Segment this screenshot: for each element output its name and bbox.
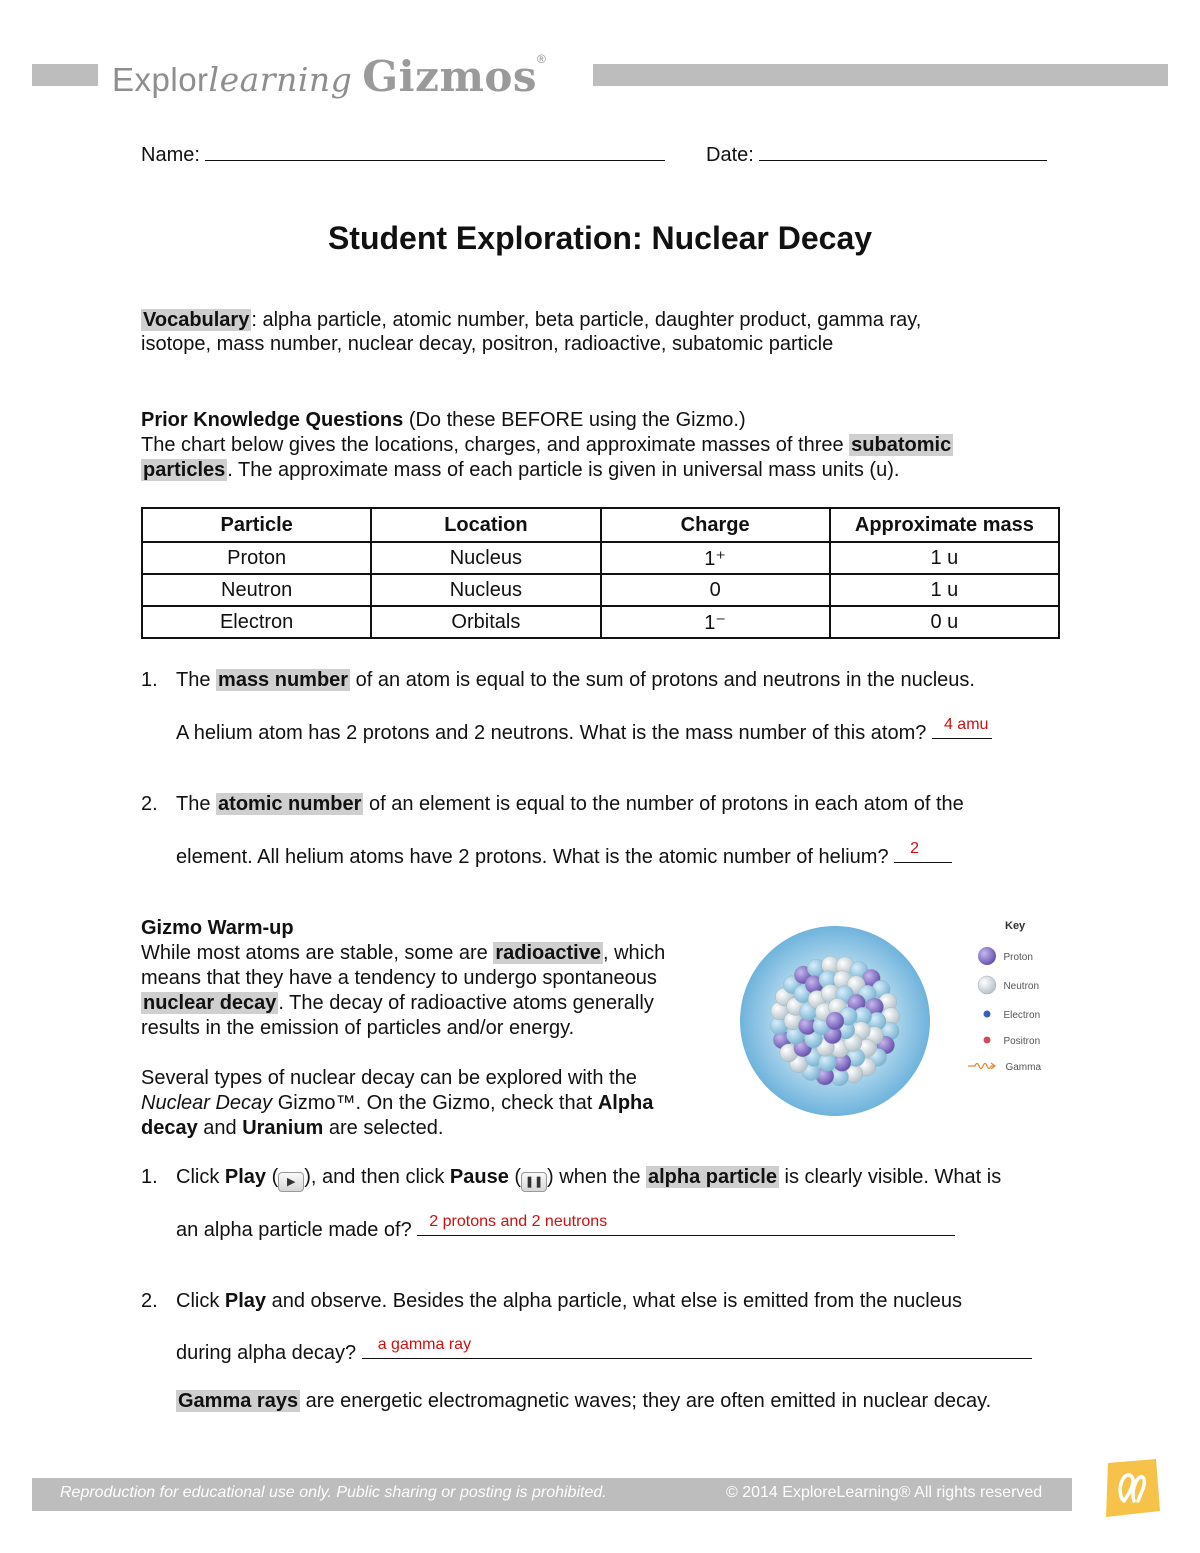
q1-text-b: of an atom is equal to the sum of protons and neutrons in the nucleus. (355, 669, 975, 691)
vocabulary-terms-1: alpha particle, atomic number, beta particle, daughter product, gamma ray, (262, 309, 922, 331)
column-header: Location (371, 508, 600, 542)
name-row (141, 142, 665, 167)
prior-heading-row (141, 408, 746, 432)
play-icon: ▶ (278, 1172, 304, 1192)
wq2-text: and observe. Besides the alpha particle, what else is emitted from the nucleus (266, 1290, 962, 1312)
wq1-text: ( (508, 1166, 522, 1188)
header-bar-right (593, 64, 1168, 86)
warmup-question-1-line-2 (176, 1215, 955, 1242)
play-label: Play (224, 1290, 267, 1312)
key-label: Proton (1003, 952, 1033, 964)
brand-explore: Explor (112, 61, 209, 98)
brand-gizmos: Gizmos (362, 52, 538, 101)
electron-icon (975, 1004, 999, 1024)
gamma-wave-icon (967, 1056, 1001, 1076)
question-2-number: 2. (141, 793, 158, 815)
table-cell: 1⁺ (601, 542, 830, 574)
wq1-text: is clearly visible. What is (778, 1166, 1002, 1188)
warmup-text: . The decay of radioactive atoms generally (278, 992, 654, 1014)
brand-learning: learning (208, 60, 353, 99)
wq2-question: during alpha decay? (176, 1342, 357, 1364)
warmup-text: are selected. (323, 1117, 444, 1139)
warmup-text: , which (602, 942, 666, 964)
wq1-text: ( (266, 1166, 279, 1188)
q1-text-a: The (176, 669, 211, 691)
question-2-line-2 (176, 842, 952, 869)
wq1-answer: 2 protons and 2 neutrons (429, 1213, 608, 1230)
key-item-proton (975, 946, 1033, 966)
table-cell: 1 u (830, 542, 1059, 574)
atomic-number-highlight: atomic number (218, 793, 362, 815)
question-1-line-2 (176, 718, 992, 745)
table-row (142, 574, 1059, 606)
alpha-label: Alpha (597, 1092, 654, 1114)
decay-label: decay (141, 1117, 198, 1139)
key-item-neutron (975, 975, 1039, 995)
vocabulary-line-1 (141, 308, 921, 332)
wq1-text: ), and then click (304, 1166, 450, 1188)
q1-answer-field[interactable] (932, 718, 992, 739)
prior-intro-text-2: . The approximate mass of each particle is given in universal mass units (u). (227, 459, 900, 481)
play-label: Play (224, 1166, 267, 1188)
gamma-rays-note (176, 1389, 991, 1413)
radioactive-highlight: radioactive (495, 942, 601, 964)
warmup-p1-line-4: results in the emission of particles and/or energy. (141, 1017, 575, 1039)
pause-label: Pause (449, 1166, 509, 1188)
key-label: Neutron (1003, 981, 1040, 993)
column-header: Charge (601, 508, 830, 542)
vocabulary-colon: : (251, 309, 257, 331)
brand-logo (112, 52, 546, 101)
table-cell: Nucleus (371, 574, 600, 606)
positron-icon (975, 1030, 999, 1050)
wq1-text: ) when the (547, 1166, 646, 1188)
warmup-p1-line-2: means that they have a tendency to undergo spontaneous (141, 967, 657, 989)
explorelearning-logo-icon (1098, 1455, 1164, 1521)
warmup-p2-line-1: Several types of nuclear decay can be explored with the (141, 1067, 637, 1089)
column-header: Approximate mass (830, 508, 1059, 542)
warmup-p1-line-3 (141, 991, 654, 1015)
vocabulary-line-2: isotope, mass number, nuclear decay, positron, radioactive, subatomic particle (141, 333, 834, 355)
warmup-question-2-line-1 (176, 1289, 962, 1313)
gamma-rays-highlight: Gamma rays (178, 1390, 299, 1412)
table-cell: Orbitals (371, 606, 600, 638)
q1-answer: 4 amu (943, 716, 989, 733)
table-cell: Neutron (142, 574, 371, 606)
table-cell: 1 u (830, 574, 1059, 606)
date-label: Date: (706, 144, 754, 166)
nucleus-illustration (740, 918, 930, 1128)
nuclear-decay-highlight: nuclear decay (143, 992, 277, 1014)
subatomic-highlight: subatomic (851, 434, 952, 456)
wq2-answer: a gamma ray (377, 1336, 472, 1353)
key-label: Electron (1003, 1010, 1041, 1022)
table-row (142, 606, 1059, 638)
wq1-question: an alpha particle made of? (176, 1219, 412, 1241)
warmup-text: Gizmo™. On the Gizmo, check that (272, 1092, 598, 1114)
table-cell: 0 (601, 574, 830, 606)
vocabulary-label: Vocabulary (143, 309, 250, 331)
table-cell: Nucleus (371, 542, 600, 574)
alpha-particle-highlight: alpha particle (648, 1166, 777, 1188)
subatomic-particles-table (141, 507, 1060, 639)
neutron-icon (975, 975, 999, 995)
date-field[interactable] (759, 142, 1047, 161)
key-title: Key (1005, 920, 1026, 932)
pause-icon: ❚❚ (521, 1172, 547, 1192)
proton-icon (975, 946, 999, 966)
prior-heading-note: (Do these BEFORE using the Gizmo.) (408, 409, 746, 431)
table-cell: 0 u (830, 606, 1059, 638)
warmup-heading: Gizmo Warm-up (141, 917, 294, 939)
key-label: Positron (1003, 1036, 1041, 1048)
name-field[interactable] (205, 142, 665, 161)
key-label: Gamma (1005, 1062, 1042, 1074)
warmup-question-2-number: 2. (141, 1290, 158, 1312)
brand-reg: ® (537, 52, 547, 66)
prior-heading: Prior Knowledge Questions (141, 409, 404, 431)
particles-highlight: particles (143, 459, 226, 481)
wq1-text: Click (176, 1166, 225, 1188)
key-item-positron (975, 1030, 1040, 1050)
table-header-row (142, 508, 1059, 542)
warmup-p2-line-3 (141, 1116, 443, 1140)
warmup-text: While most atoms are stable, some are (141, 942, 488, 964)
warmup-p2-line-2 (141, 1091, 653, 1115)
table-row (142, 542, 1059, 574)
legend-key (975, 920, 1085, 932)
q1-question: A helium atom has 2 protons and 2 neutrons. What is the mass number of this atom? (176, 722, 927, 744)
q2-answer-field[interactable] (894, 842, 952, 863)
warmup-question-1-number: 1. (141, 1166, 158, 1188)
q2-answer: 2 (910, 840, 920, 857)
warmup-text: and (197, 1117, 243, 1139)
warmup-question-2-line-2 (176, 1338, 1032, 1365)
prior-intro-2 (141, 458, 899, 482)
footer-copyright: © 2014 ExploreLearning® All rights reserved (726, 1484, 1043, 1501)
table-cell: 1⁻ (601, 606, 830, 638)
footer-disclaimer: Reproduction for educational use only. Public sharing or posting is prohibited. (60, 1484, 607, 1501)
name-label: Name: (141, 144, 200, 166)
question-2-line-1 (176, 792, 964, 816)
gamma-note-text: are energetic electromagnetic waves; they are often emitted in nuclear decay. (300, 1390, 992, 1412)
question-1-line-1 (176, 668, 975, 692)
q2-question: element. All helium atoms have 2 protons. What is the atomic number of helium? (176, 846, 889, 868)
warmup-p1-line-1 (141, 941, 665, 965)
gizmo-name: Nuclear Decay (141, 1092, 273, 1114)
q2-text-a: The (176, 793, 211, 815)
table-cell: Proton (142, 542, 371, 574)
prior-intro-1 (141, 433, 953, 457)
header-bar-left (32, 64, 98, 86)
prior-intro-text: The chart below gives the locations, charges, and approximate masses of three (141, 434, 844, 456)
wq2-answer-field[interactable] (362, 1338, 1032, 1359)
key-item-electron (975, 1004, 1040, 1024)
mass-number-highlight: mass number (218, 669, 349, 691)
uranium-label: Uranium (242, 1117, 324, 1139)
wq1-answer-field[interactable] (417, 1215, 955, 1236)
date-row (706, 142, 1047, 167)
wq2-text: Click (176, 1290, 225, 1312)
page-title: Student Exploration: Nuclear Decay (327, 220, 873, 256)
column-header: Particle (142, 508, 371, 542)
q2-text-b: of an element is equal to the number of protons in each atom of the (368, 793, 964, 815)
table-cell: Electron (142, 606, 371, 638)
warmup-question-1-line-1 (176, 1165, 1001, 1192)
question-1-number: 1. (141, 669, 158, 691)
key-item-gamma (967, 1056, 1041, 1076)
